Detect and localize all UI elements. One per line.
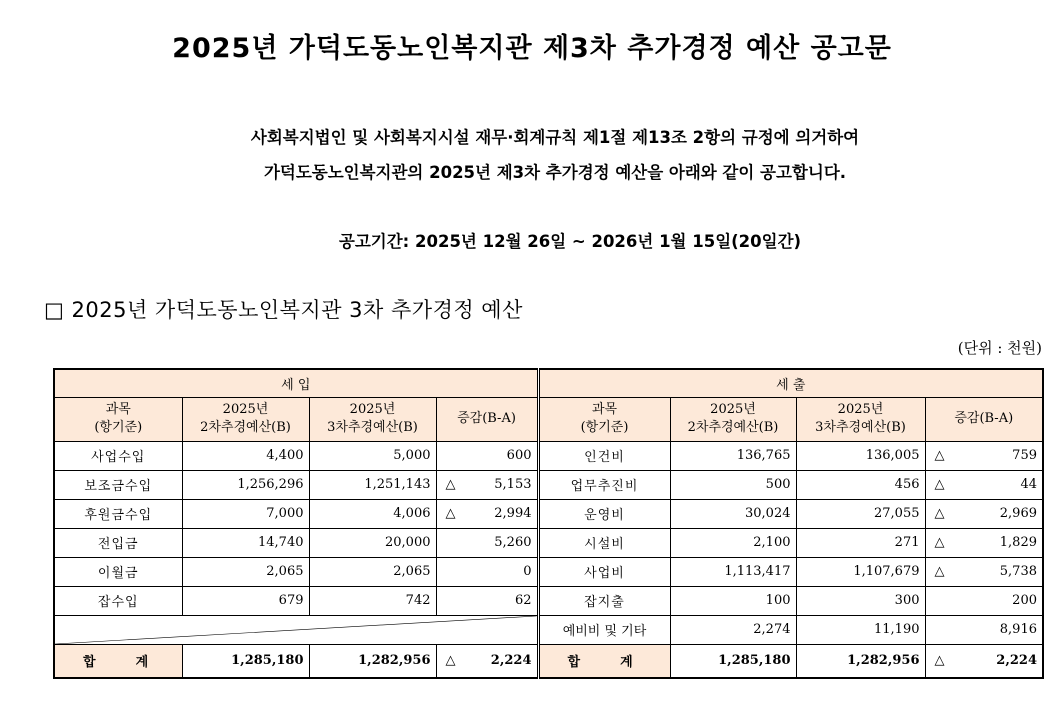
expense-diff: 8,916: [925, 615, 1043, 644]
revenue-diff: 0: [436, 557, 538, 586]
expense-budget2: 2,100: [670, 528, 796, 557]
revenue-diff: 5,260: [436, 528, 538, 557]
expense-category: 잡지출: [538, 586, 670, 615]
expense-budget3: 271: [796, 528, 925, 557]
expense-category: 운영비: [538, 499, 670, 528]
page-title: 2025년 가덕도동노인복지관 제3차 추가경정 예산 공고문: [172, 33, 892, 64]
expense-total-budget3: 1,282,956: [796, 644, 925, 678]
revenue-budget2: 14,740: [182, 528, 309, 557]
decrease-triangle-icon: △: [934, 535, 945, 550]
revenue-budget2: 679: [182, 586, 309, 615]
revenue-budget3: 4,006: [309, 499, 436, 528]
revenue-col-budget2: 2025년 2차추경예산(B): [182, 397, 309, 441]
expense-budget3: 11,190: [796, 615, 925, 644]
revenue-diff: △ 5,153: [436, 470, 538, 499]
expense-budget2: 2,274: [670, 615, 796, 644]
expense-col-budget3: 2025년 3차추경예산(B): [796, 397, 925, 441]
revenue-category: 보조금수입: [54, 470, 182, 499]
revenue-diff: △ 2,994: [436, 499, 538, 528]
expense-category: 예비비 및 기타: [538, 615, 670, 644]
expense-col-diff: 증감(B-A): [925, 397, 1043, 441]
expense-col-budget2: 2025년 2차추경예산(B): [670, 397, 796, 441]
decrease-triangle-icon: △: [934, 448, 945, 463]
revenue-budget3: 1,251,143: [309, 470, 436, 499]
expense-budget3: 1,107,679: [796, 557, 925, 586]
table-row: [54, 557, 1043, 586]
revenue-col-diff: 증감(B-A): [436, 397, 538, 441]
revenue-budget2: 4,400: [182, 441, 309, 470]
revenue-budget3: 742: [309, 586, 436, 615]
intro-line-1: 사회복지법인 및 사회복지시설 재무·회계규칙 제1절 제13조 2항의 규정에 의거하여: [250, 128, 860, 147]
expense-header: 세 출: [538, 369, 1043, 397]
revenue-category: 후원금수입: [54, 499, 182, 528]
revenue-budget2: 2,065: [182, 557, 309, 586]
decrease-triangle-icon: △: [934, 653, 945, 669]
decrease-triangle-icon: △: [445, 506, 456, 521]
diagonal-line: [55, 616, 537, 644]
decrease-triangle-icon: △: [934, 564, 945, 579]
expense-category: 업무추진비: [538, 470, 670, 499]
revenue-total-label: 합 계: [54, 644, 182, 678]
expense-diff: △ 2,969: [925, 499, 1043, 528]
table-row: [54, 615, 1043, 644]
expense-budget3: 456: [796, 470, 925, 499]
expense-diff: △ 1,829: [925, 528, 1043, 557]
revenue-budget2: 1,256,296: [182, 470, 309, 499]
table-row: [54, 470, 1043, 499]
expense-budget2: 1,113,417: [670, 557, 796, 586]
expense-budget3: 300: [796, 586, 925, 615]
expense-budget2: 500: [670, 470, 796, 499]
revenue-budget3: 20,000: [309, 528, 436, 557]
expense-diff: 200: [925, 586, 1043, 615]
revenue-total-diff: △ 2,224: [436, 644, 538, 678]
expense-budget3: 27,055: [796, 499, 925, 528]
revenue-col-budget3: 2025년 3차추경예산(B): [309, 397, 436, 441]
revenue-diff: 600: [436, 441, 538, 470]
decrease-triangle-icon: △: [934, 506, 945, 521]
table-row: [54, 586, 1043, 615]
expense-col-category: 과목 (항기준): [538, 397, 670, 441]
revenue-category: 전입금: [54, 528, 182, 557]
revenue-header: 세 입: [54, 369, 538, 397]
table-row: [54, 528, 1043, 557]
table-row: [54, 499, 1043, 528]
expense-diff: △ 5,738: [925, 557, 1043, 586]
expense-total-diff: △ 2,224: [925, 644, 1043, 678]
revenue-category: 잡수입: [54, 586, 182, 615]
expense-diff: △ 759: [925, 441, 1043, 470]
decrease-triangle-icon: △: [934, 477, 945, 492]
budget-table: [53, 368, 1044, 679]
table-row: [54, 441, 1043, 470]
expense-diff: △ 44: [925, 470, 1043, 499]
total-row: [54, 644, 1043, 678]
revenue-budget3: 2,065: [309, 557, 436, 586]
expense-budget2: 30,024: [670, 499, 796, 528]
expense-total-budget2: 1,285,180: [670, 644, 796, 678]
expense-budget3: 136,005: [796, 441, 925, 470]
revenue-diff: 62: [436, 586, 538, 615]
unit-label: (단위 : 천원): [957, 339, 1042, 357]
empty-diagonal-cell: [54, 615, 538, 644]
expense-category: 시설비: [538, 528, 670, 557]
announcement-period: 공고기간: 2025년 12월 26일 ~ 2026년 1월 15일(20일간): [338, 232, 802, 251]
expense-category: 사업비: [538, 557, 670, 586]
revenue-category: 이월금: [54, 557, 182, 586]
revenue-total-budget2: 1,285,180: [182, 644, 309, 678]
revenue-total-budget3: 1,282,956: [309, 644, 436, 678]
intro-line-2: 가덕도동노인복지관의 2025년 제3차 추가경정 예산을 아래와 같이 공고합니다.: [263, 163, 847, 182]
decrease-triangle-icon: △: [445, 653, 456, 669]
revenue-budget3: 5,000: [309, 441, 436, 470]
revenue-category: 사업수입: [54, 441, 182, 470]
revenue-budget2: 7,000: [182, 499, 309, 528]
expense-budget2: 136,765: [670, 441, 796, 470]
revenue-col-category: 과목 (항기준): [54, 397, 182, 441]
decrease-triangle-icon: △: [445, 477, 456, 492]
expense-category: 인건비: [538, 441, 670, 470]
expense-total-label: 합 계: [538, 644, 670, 678]
expense-budget2: 100: [670, 586, 796, 615]
section-title: □ 2025년 가덕도동노인복지관 3차 추가경정 예산: [44, 298, 523, 322]
